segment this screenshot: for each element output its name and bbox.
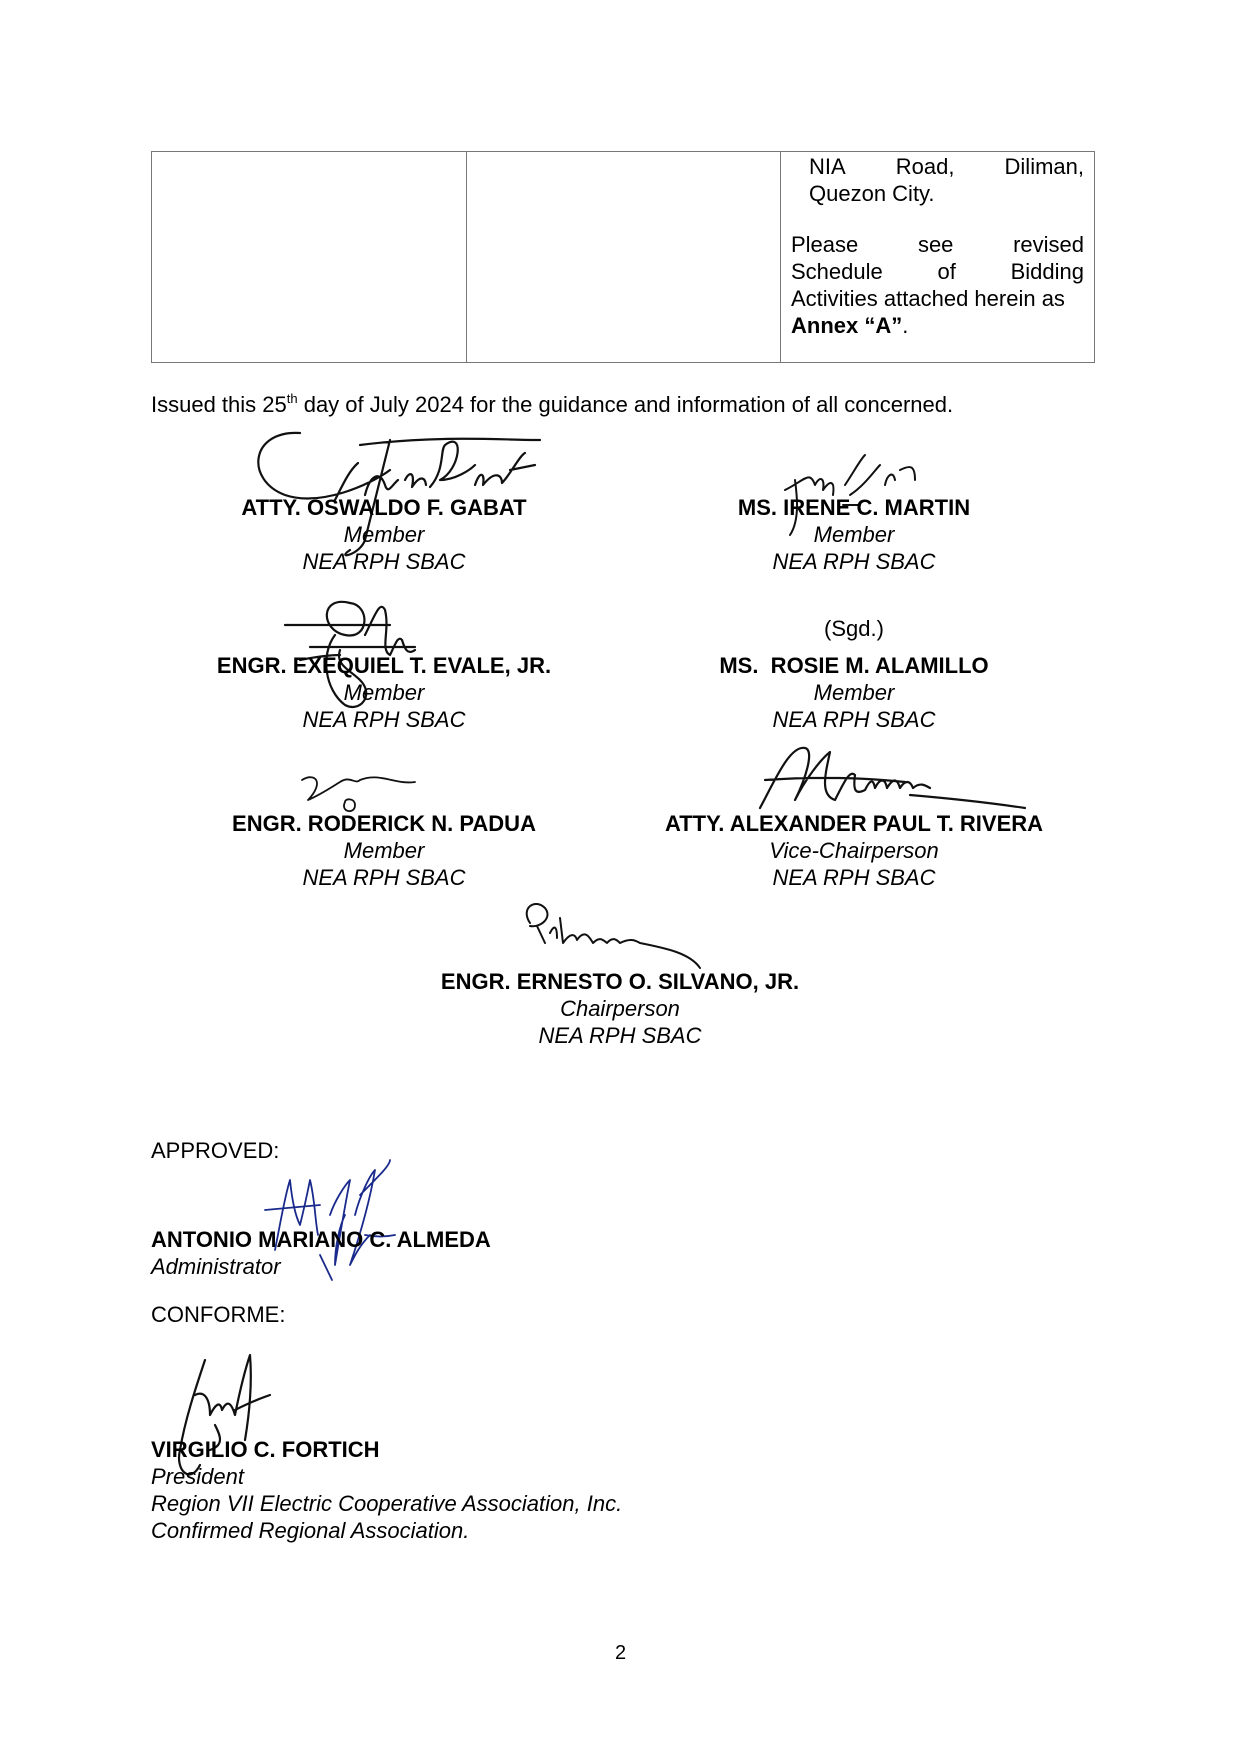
signatory-name: ATTY. ALEXANDER PAUL T. RIVERA — [664, 811, 1044, 836]
conforme-block — [151, 1436, 622, 1544]
conforme-org-line-1: Region VII Electric Cooperative Association, Inc. — [151, 1491, 623, 1516]
signatory-name: MS. IRENE C. MARTIN — [737, 495, 971, 520]
table-cell-empty-2 — [467, 152, 781, 362]
signatory-org: NEA RPH SBAC — [772, 865, 936, 890]
note-line-3: Activities attached herein as — [791, 286, 1065, 311]
signatory-role: Member — [813, 522, 895, 547]
signature-rivera — [755, 740, 1045, 820]
signatory-org: NEA RPH SBAC — [302, 707, 466, 732]
approver-role: Administrator — [151, 1254, 281, 1279]
signatory-org: NEA RPH SBAC — [538, 1023, 702, 1048]
signatory-padua — [164, 810, 604, 891]
table-cell-empty-1 — [152, 152, 467, 362]
signatory-name: ENGR. ERNESTO O. SILVANO, JR. — [440, 969, 800, 994]
signatory-role: Chairperson — [560, 996, 680, 1021]
conforme-label: CONFORME: — [151, 1302, 286, 1327]
signatory-evale — [164, 652, 604, 733]
note-line-1: Please see revised — [791, 232, 1084, 257]
signatory-role: Member — [343, 522, 425, 547]
note-line-2: Schedule of Bidding — [791, 259, 1084, 284]
signatory-role: Member — [343, 838, 425, 863]
signatory-rivera — [634, 810, 1074, 891]
approver-block — [151, 1226, 491, 1280]
signed-label: (Sgd.) — [824, 616, 884, 641]
address-line-1: NIA Road, Diliman, — [809, 154, 1084, 179]
signatory-role: Member — [813, 680, 895, 705]
signatory-org: NEA RPH SBAC — [302, 549, 466, 574]
signatory-name: ENGR. EXEQUIEL T. EVALE, JR. — [216, 653, 552, 678]
signatory-gabat — [164, 494, 604, 575]
signature-silvano — [515, 898, 705, 978]
signatory-martin — [634, 494, 1074, 575]
conforme-name: VIRGILIO C. FORTICH — [151, 1437, 380, 1462]
issued-statement: Issued this 25th day of July 2024 for the guidance and information of all concerned. — [151, 391, 954, 417]
signatory-org: NEA RPH SBAC — [302, 865, 466, 890]
annex-label: Annex “A” — [791, 313, 903, 338]
approver-name: ANTONIO MARIANO C. ALMEDA — [151, 1227, 491, 1252]
approved-label: APPROVED: — [151, 1138, 280, 1163]
signatory-name: ATTY. OSWALDO F. GABAT — [241, 495, 527, 520]
signatory-name: MS. ROSIE M. ALAMILLO — [719, 653, 989, 678]
signatory-role: Vice-Chairperson — [769, 838, 939, 863]
signatory-silvano — [400, 968, 840, 1049]
conforme-role: President — [151, 1464, 244, 1489]
signatory-name: ENGR. RODERICK N. PADUA — [232, 811, 536, 836]
signatory-alamillo — [634, 652, 1074, 733]
signatory-role: Member — [343, 680, 425, 705]
conforme-org-line-2: Confirmed Regional Association. — [151, 1518, 470, 1543]
page-number: 2 — [614, 1642, 627, 1664]
note-line-4: Annex “A”. — [791, 313, 909, 338]
address-line-2: Quezon City. — [809, 181, 935, 206]
signatory-org: NEA RPH SBAC — [772, 707, 936, 732]
signatory-org: NEA RPH SBAC — [772, 549, 936, 574]
schedule-table — [151, 151, 1095, 363]
table-cell-remarks — [781, 152, 1094, 362]
